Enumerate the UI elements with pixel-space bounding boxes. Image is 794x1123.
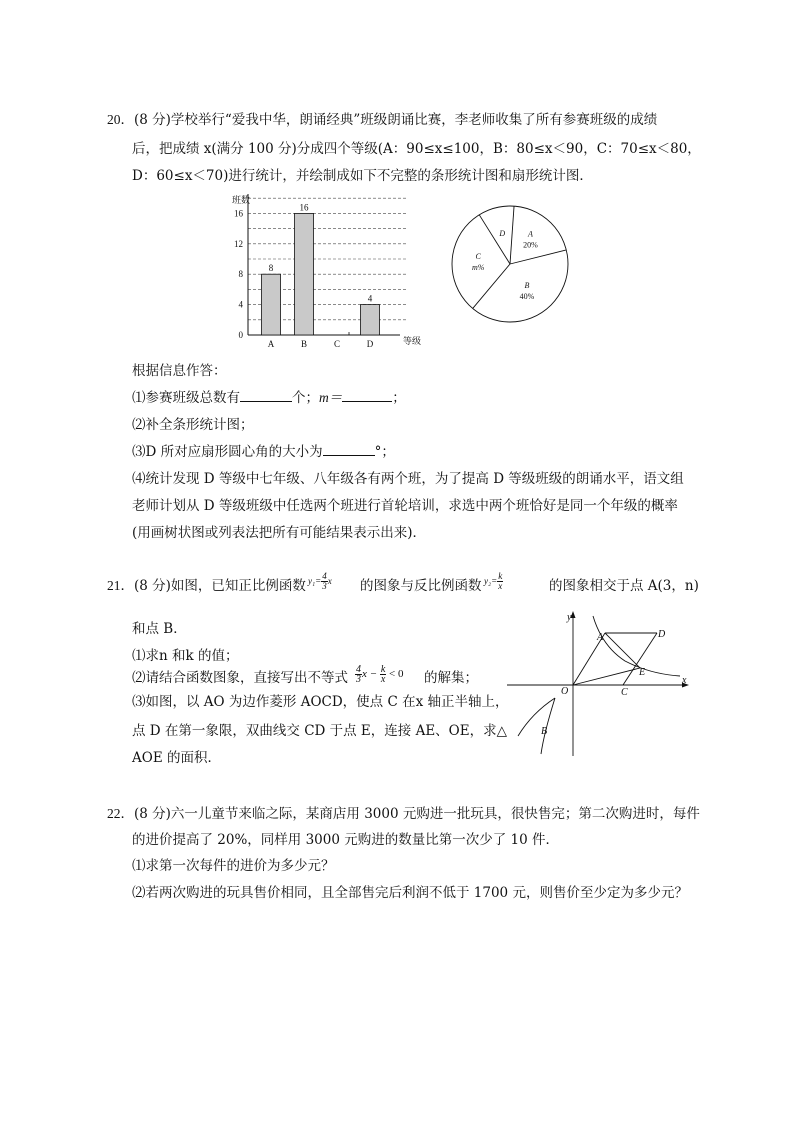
- q20-line1: [107, 111, 657, 129]
- pie-slice-A: [510, 206, 514, 264]
- bar-x-tick-label: A: [267, 339, 275, 349]
- fig-label-e: E: [639, 667, 646, 678]
- pie-slice-B: [510, 250, 566, 264]
- bar-label-B: 16: [299, 202, 309, 213]
- q20-sub1-blank-total[interactable]: [240, 389, 292, 402]
- q21-y2-fraction: [497, 572, 503, 591]
- pie-label-B: B: [524, 281, 530, 291]
- q20-sub3-text-b: °；: [374, 444, 395, 460]
- q20-prompt: 根据信息作答：: [132, 363, 227, 379]
- bar-A: [262, 274, 281, 335]
- pie-label-D: D: [499, 229, 506, 239]
- q22-number: 22．: [107, 806, 134, 821]
- pie-value-B: 40%: [519, 292, 535, 302]
- bar-label-D: 4: [367, 293, 373, 304]
- q22-score: (8 分): [134, 806, 171, 822]
- q20-sub4-line3: (用画树状图或列表法把所有可能结果表示出来)．: [132, 525, 427, 541]
- q21-ineq-middle: x −: [362, 668, 380, 681]
- q21-y2-frac-den: x: [498, 581, 503, 592]
- q21-score: (8 分): [134, 578, 171, 594]
- fig-hyperbola-q3: [518, 698, 555, 754]
- q20-sub4-line2: 老师计划从 D 等级班级中任选两个班进行首轮培训，求选中两个班恰好是同一个年级的概率: [132, 498, 678, 514]
- q22-line1: [107, 805, 700, 823]
- q22-sub1: ⑴求第一次每件的进价为多少元？: [132, 858, 335, 874]
- q21-y1-var: x: [327, 576, 332, 586]
- pie-chart: [450, 198, 570, 328]
- fig-label-o: O: [561, 686, 569, 697]
- q21-stem-b: 的图象与反比例函数: [360, 578, 482, 594]
- bar-chart-xlabel: 等级: [403, 336, 422, 346]
- q22-stem-1: 六一儿童节来临之际，某商店用 3000 元购进一批玩具，很快售完；第二次购进时，每件: [170, 806, 700, 822]
- q20-sub1-text-b: 个；: [292, 390, 319, 406]
- q21-y1-symbol: y₁: [308, 576, 316, 586]
- q21-y1-equals: =: [315, 576, 322, 586]
- q20-sub2: ⑵补全条形统计图；: [132, 417, 254, 433]
- q21-line1: [107, 577, 306, 595]
- q21-ineq-lt: < 0: [386, 668, 404, 681]
- q20-sub3: [132, 443, 395, 461]
- q21-ineq-43-num: 4: [356, 664, 361, 675]
- q21-sub3-line2: 点 D 在第一象限，双曲线交 CD 于点 E，连接 AE、OE，求△: [132, 723, 507, 739]
- q21-y2-symbol: y₂: [484, 576, 492, 586]
- pie-label-A: A: [528, 229, 533, 239]
- pie-value-A: 20%: [523, 240, 538, 250]
- q20-stem-1: 学校举行“爱我中华，朗诵经典”班级朗诵比赛，李老师收集了所有参赛班级的成绩: [170, 112, 658, 128]
- q21-y1-frac-den: 3: [322, 581, 327, 592]
- q21-sub1: ⑴求n 和k 的值；: [132, 648, 239, 664]
- q21-number: 21．: [107, 578, 134, 593]
- q22-stem-2: 的进价提高了 20%，同样用 3000 元购进的数量比第一次少了 10 件．: [132, 832, 559, 848]
- q21-sub3-line3: AOE 的面积．: [132, 750, 221, 766]
- q20-sub1: [132, 389, 406, 407]
- q21-y2-equals: =: [491, 576, 498, 586]
- fig-label-a: A: [597, 632, 604, 643]
- q21-ineq-k-num: k: [380, 664, 386, 675]
- bar-chart: [228, 190, 428, 350]
- fig-line-oe: [573, 668, 640, 685]
- q21-formula-y2: [484, 572, 503, 591]
- fig-line-ae: [605, 633, 640, 668]
- q21-stem-2: 和点 B．: [132, 621, 187, 637]
- bar-B: [295, 213, 314, 335]
- q22-sub2: ⑵若两次购进的玩具售价相同，且全部售完后利润不低于 1700 元，则售价至少定为多少元？: [132, 885, 688, 901]
- q20-score: (8 分): [134, 112, 171, 128]
- q21-sub2: [132, 669, 348, 687]
- bar-chart-bars: [262, 202, 380, 335]
- bar-y-tick-label: 16: [234, 208, 243, 219]
- bar-y-tick-label: 8: [238, 269, 243, 280]
- fig-label-b: B: [541, 726, 548, 737]
- fig-label-c: C: [621, 687, 628, 698]
- q21-y1-frac-num: 4: [322, 571, 327, 582]
- q20-stem-2: 后，把成绩 x(满分 100 分)分成四个等级(A：90≤x≤100，B：80≤x＜90，C：70≤x＜80，: [132, 141, 701, 157]
- q21-formula-y1: [308, 572, 332, 591]
- pie-value-C: m%: [471, 262, 485, 272]
- q21-stem-c: 的图象相交于点 A(3，n): [549, 578, 699, 594]
- q21-figure: [505, 608, 695, 758]
- q21-sub2-text-b: 的解集；: [424, 670, 478, 686]
- bar-y-tick-label: 12: [234, 238, 243, 249]
- bar-label-A: 8: [268, 263, 274, 274]
- q20-sub4-line1: ⑷统计发现 D 等级中七年级、八年级各有两个班，为了提高 D 等级班级的朗诵水平，语文组: [132, 471, 684, 487]
- q21-stem-a: 如图，已知正比例函数: [170, 578, 306, 594]
- q20-sub3-blank-angle[interactable]: [323, 443, 375, 456]
- q20-sub1-blank-m[interactable]: [342, 389, 392, 402]
- bar-x-tick-label: D: [366, 339, 374, 349]
- bar-D: [361, 305, 380, 335]
- bar-y-tick-label: 4: [238, 299, 243, 310]
- fig-label-y: y: [567, 612, 572, 623]
- q21-ineq-43-den: 3: [356, 674, 361, 685]
- q21-sub3-line1: ⑶如图，以 AO 为边作菱形 AOCD，使点 C 在x 轴正半轴上，: [132, 694, 509, 710]
- q21-ineq-frac43: [355, 665, 362, 684]
- bar-x-tick-label: B: [300, 339, 308, 349]
- q21-inequality: [355, 665, 403, 684]
- q21-ineq-k-den: x: [380, 674, 386, 685]
- q20-number: 20．: [107, 112, 134, 127]
- pie-label-C: C: [475, 251, 481, 261]
- pie-chart-slices: [452, 206, 568, 322]
- bar-chart-ylabel: 班数: [232, 195, 251, 205]
- fig-hyperbola-q1: [593, 616, 680, 676]
- q20-sub1-text-d: ；: [392, 390, 406, 406]
- fig-label-d: D: [658, 629, 666, 640]
- q21-sub2-text-a: ⑵请结合函数图象，直接写出不等式: [132, 670, 348, 686]
- q20-stem-3: D：60≤x＜70)进行统计，并绘制成如下不完整的条形统计图和扇形统计图．: [132, 168, 593, 184]
- bar-chart-origin-tick: 0: [238, 330, 243, 340]
- q20-sub1-text-c: m＝: [319, 390, 343, 405]
- bar-x-tick-label: C: [333, 339, 341, 349]
- q21-y2-frac-num: k: [498, 571, 503, 582]
- pie-slice-D: [479, 215, 510, 264]
- q20-sub1-text-a: ⑴参赛班级总数有: [132, 390, 240, 406]
- fig-label-x: x: [682, 675, 687, 686]
- q20-sub3-text-a: ⑶D 所对应扇形圆心角的大小为: [132, 444, 323, 460]
